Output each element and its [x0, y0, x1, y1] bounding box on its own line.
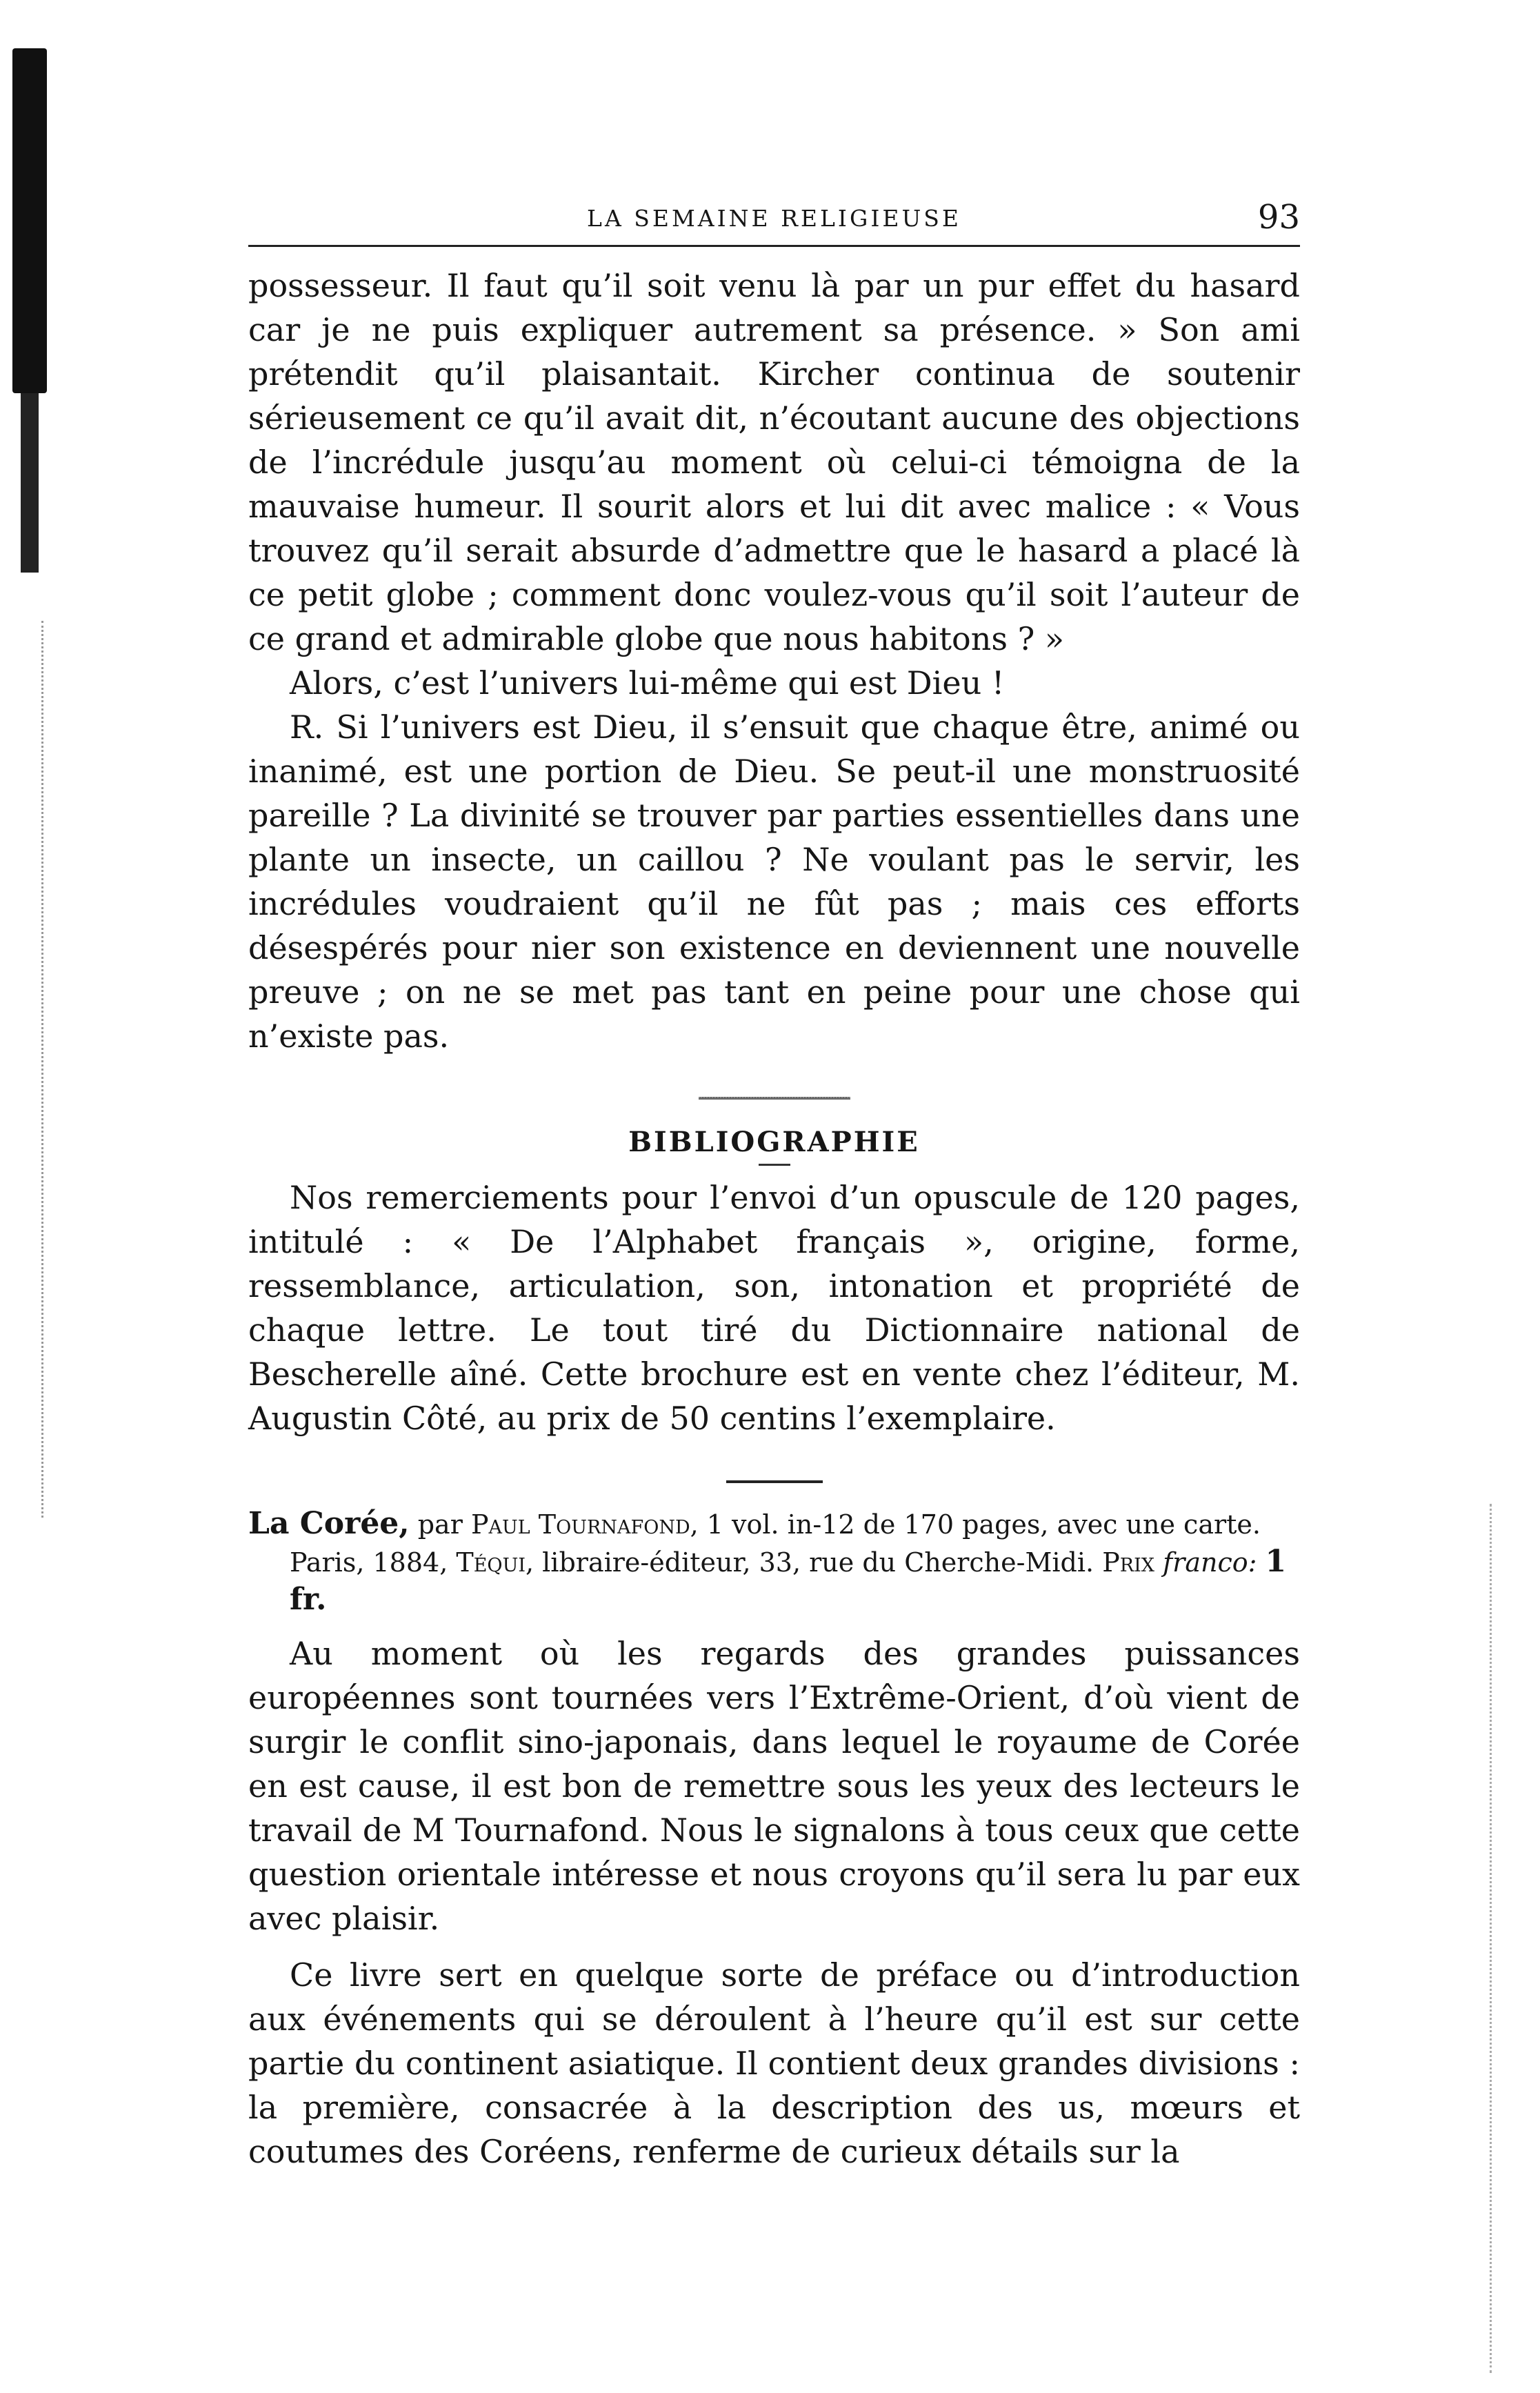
- page-number: 93: [1257, 198, 1300, 237]
- entry-price-note: franco:: [1163, 1547, 1257, 1578]
- entry-publisher: Téqui: [456, 1547, 526, 1578]
- body-paragraph: R. Si l’univers est Dieu, il s’ensuit que chaque être, animé ou inanimé, est une portion de Dieu. Se peut-il une monstruosité pareille ? La divinité se trouver par parties essentielles dans une plante un insecte, un caillou ? Ne voulant pas le servir, les incrédules voudraient qu’il ne fût pas ; mais ces efforts désespérés pour nier son existence en deviennent une nouvelle preuve ; on ne se met pas tant en peine pour une chose qui n’existe pas.: [248, 708, 1300, 1055]
- entry-publisher-details: , libraire-éditeur, 33, rue du Cherche-Midi.: [526, 1547, 1094, 1578]
- bibliography-paragraph: Au moment où les regards des grandes puissances européennes sont tournées vers l’Extrême-Orient, d’où vient de surgir le conflit sino-japonais, dans lequel le royaume de Corée en est cause, il est bon de remettre sous les yeux des lecteurs le travail de M Tournafond. Nous le signalons à tous ceux que cette question orientale intéresse et nous croyons qu’il sera lu par eux avec plaisir.: [248, 1635, 1300, 1937]
- bibliography-entry: [248, 1505, 1300, 1619]
- running-title: LA SEMAINE RELIGIEUSE: [587, 205, 961, 232]
- scan-binding-edge: [12, 48, 47, 393]
- scan-binding-edge-lower: [21, 393, 39, 573]
- scan-noise-left: [41, 621, 46, 1518]
- entry-details: , 1 vol. in-12 de 170 pages, avec une carte. Paris, 1884,: [290, 1509, 1261, 1578]
- title-underline: [759, 1164, 790, 1166]
- body-paragraph: possesseur. Il faut qu’il soit venu là par un pur effet du hasard car je ne puis expliquer autrement sa présence. » Son ami prétendit qu’il plaisantait. Kircher continua de soutenir sérieusement ce qu’il avait dit, n’écoutant aucune des objections de l’incrédule jusqu’au moment où celui-ci témoigna de la mauvaise humeur. Il sourit alors et lui dit avec malice : « Vous trouvez qu’il serait absurde d’admettre que le hasard a placé là ce petit globe ; comment donc voulez-vous qu’il soit l’auteur de ce grand et admirable globe que nous habitons ? »: [248, 267, 1300, 657]
- scan-noise-right: [1490, 1504, 1494, 2373]
- page: [248, 197, 1300, 2174]
- bibliography-paragraph: Nos remerciements pour l’envoi d’un opuscule de 120 pages, intitulé : « De l’Alphabet français », origine, forme, ressemblance, articulation, son, intonation et propriété de chaque lettre. Le tout tiré du Dictionnaire national de Bescherelle aîné. Cette brochure est en vente chez l’éditeur, M. Augustin Côté, au prix de 50 centins l’exemplaire.: [248, 1179, 1300, 1437]
- section-title: BIBLIOGRAPHIE: [628, 1126, 920, 1158]
- bibliography-paragraph: Ce livre sert en quelque sorte de préface ou d’introduction aux événements qui se déroulent à l’heure qu’il est sur cette partie du continent asiatique. Il contient deux grandes divisions : la première, consacrée à la description des us, mœurs et coutumes des Coréens, renferme de curieux détails sur la: [248, 1956, 1300, 2170]
- entry-title: La Corée,: [248, 1506, 410, 1541]
- entry-price-label: Prix: [1102, 1547, 1154, 1578]
- entry-price: 1 fr.: [290, 1544, 1287, 1617]
- body-paragraph: Alors, c’est l’univers lui-même qui est Dieu !: [290, 664, 1005, 702]
- section-divider: [699, 1097, 850, 1100]
- entry-divider: [726, 1480, 823, 1483]
- entry-author-prefix: par: [417, 1509, 463, 1540]
- entry-author: Paul Tournafond: [470, 1509, 690, 1540]
- running-head: [248, 197, 1300, 247]
